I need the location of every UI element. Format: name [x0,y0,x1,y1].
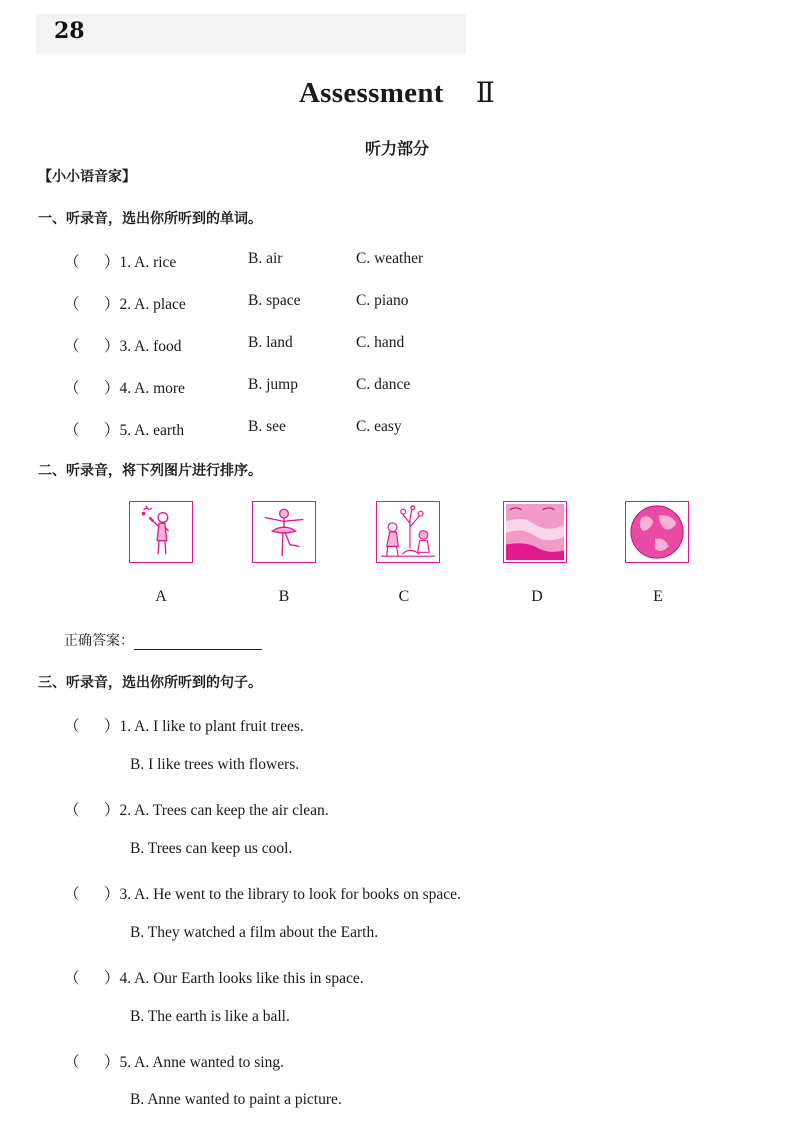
sentence-b: B. They watched a film about the Earth. [130,924,379,941]
landscape-river-icon [504,502,566,562]
option-c: C. dance [356,376,411,393]
picture-e-frame [625,501,689,563]
answer-paren[interactable]: （ [64,970,80,987]
option-b: B. air [248,250,283,267]
section-label: 【小小语音家】 [38,169,136,185]
page-number: 28 [54,18,85,44]
sentence-a: ）4. A. Our Earth looks like this in space. [104,970,364,987]
sentence-a: ）5. A. Anne wanted to sing. [104,1054,284,1071]
option-b: B. see [248,418,286,435]
title-roman-numeral: Ⅱ [475,76,496,109]
answer-paren[interactable]: （ [64,380,80,397]
option-a: ）3. A. food [104,338,182,355]
subtitle: 听力部分 [364,139,429,158]
picture-b-frame [252,501,316,563]
sentence-a: ）1. A. I like to plant fruit trees. [104,718,304,735]
sentence-a: ）2. A. Trees can keep the air clean. [104,802,329,819]
ballet-dancer-icon [253,502,315,562]
answer-label: 正确答案： [64,633,134,649]
child-playing-instrument-icon [130,502,192,562]
sentence-b: B. I like trees with flowers. [130,756,300,773]
sentence-a: ）3. A. He went to the library to look for books on space. [104,886,461,903]
picture-label-c: C [398,588,410,605]
sentence-b: B. The earth is like a ball. [130,1008,290,1025]
part1-heading: 一、听录音，选出你所听到的单词。 [38,211,262,227]
option-a: ）4. A. more [104,380,185,397]
part3-heading: 三、听录音，选出你所听到的句子。 [38,675,262,691]
picture-label-b: B [278,588,290,605]
answer-paren[interactable]: （ [64,802,80,819]
answer-paren[interactable]: （ [64,296,80,313]
picture-label-e: E [653,588,663,605]
title-text: Assessment [298,77,444,109]
earth-globe-icon [626,502,688,562]
answer-line [64,630,262,650]
option-b: B. jump [248,376,298,393]
answer-paren[interactable]: （ [64,338,80,355]
part2-heading: 二、听录音，将下列图片进行排序。 [38,463,262,479]
answer-paren[interactable]: （ [64,422,80,439]
answer-paren[interactable]: （ [64,254,80,271]
option-c: C. hand [356,334,405,351]
answer-blank[interactable] [134,633,262,650]
picture-c-frame [376,501,440,563]
answer-paren[interactable]: （ [64,718,80,735]
page-title [0,76,794,110]
picture-a-frame [129,501,193,563]
option-c: C. easy [356,418,402,435]
option-a: ）2. A. place [104,296,186,313]
answer-paren[interactable]: （ [64,1054,80,1071]
sentence-b: B. Anne wanted to paint a picture. [130,1091,342,1108]
sentence-b: B. Trees can keep us cool. [130,840,293,857]
page-number-bar [36,14,466,54]
answer-paren[interactable]: （ [64,886,80,903]
picture-label-d: D [531,588,543,605]
option-c: C. weather [356,250,424,267]
picture-label-a: A [155,588,167,605]
option-c: C. piano [356,292,409,309]
option-b: B. space [248,292,301,309]
option-a: ）1. A. rice [104,254,177,271]
option-b: B. land [248,334,293,351]
picture-d-frame [503,501,567,563]
option-a: ）5. A. earth [104,422,185,439]
children-planting-tree-icon [377,502,439,562]
